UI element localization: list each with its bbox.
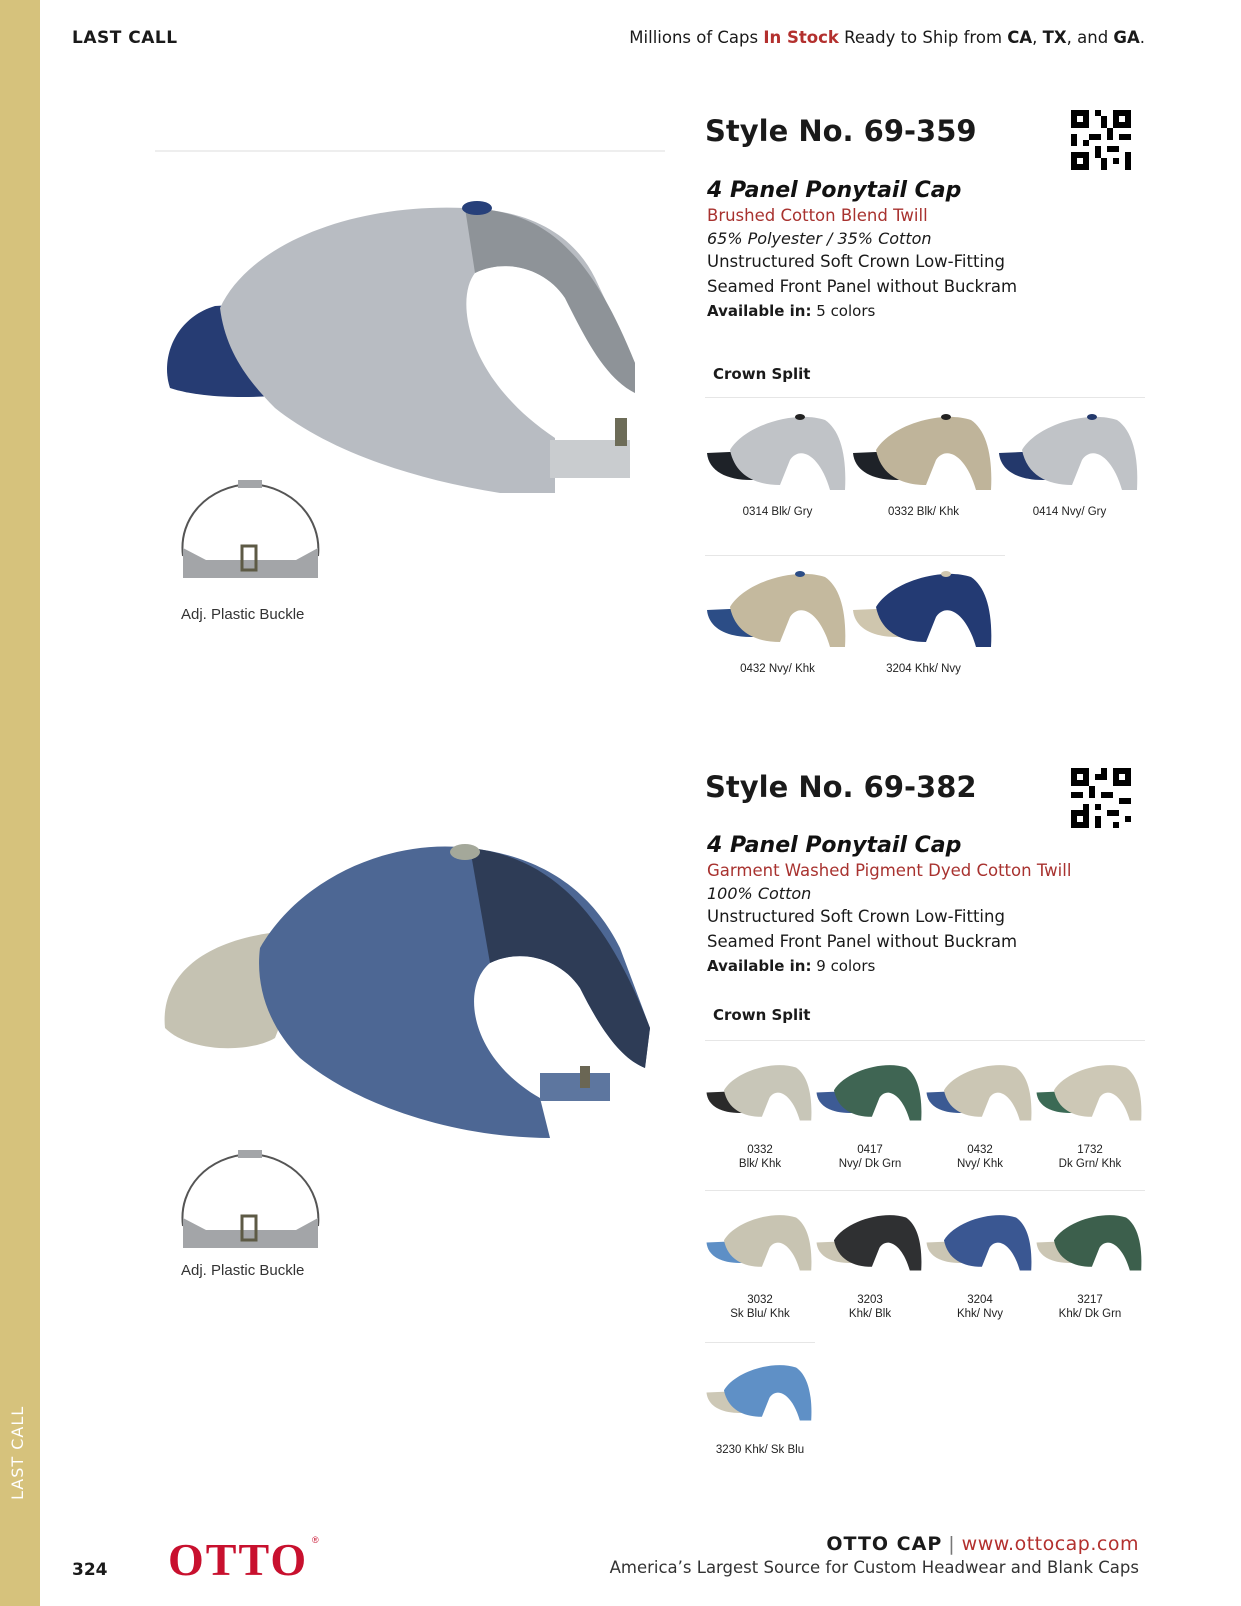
swatch-label: Blk/ Khk (738, 1158, 782, 1170)
color-swatch[interactable] (705, 562, 850, 676)
color-swatch[interactable] (925, 1195, 1035, 1321)
product-1-style-number: Style No. 69-359 (705, 114, 977, 148)
product-feature: Unstructured Soft Crown Low-Fitting (707, 907, 1005, 926)
divider (705, 1040, 1145, 1041)
side-label (8, 1474, 128, 1500)
brand-divider: | (948, 1533, 956, 1555)
product-1-buckle-label: Adj. Plastic Buckle (181, 606, 305, 623)
product-fabric: Garment Washed Pigment Dyed Cotton Twill (707, 861, 1072, 880)
color-swatch[interactable] (705, 1345, 815, 1457)
product-2-buckle-image (178, 1148, 323, 1258)
stock-tagline (629, 28, 1145, 47)
swatch-label: 3032 (747, 1294, 773, 1306)
product-feature: Seamed Front Panel without Buckram (707, 277, 1018, 296)
divider (705, 397, 1145, 398)
footer-brand-block (610, 1533, 1139, 1577)
tagline-text: Millions of Caps (629, 28, 764, 47)
swatch-label: 0417 (857, 1144, 883, 1156)
product-2-crown-label: Crown Split (713, 1006, 811, 1024)
footer-brand-line (610, 1533, 1139, 1555)
tagline-in-stock: In Stock (763, 28, 839, 47)
product-availability (707, 957, 1177, 975)
tagline-text: Ready to Ship from (838, 28, 1008, 47)
product-name: 4 Panel Ponytail Cap (707, 833, 962, 858)
swatch-label: 0332 (747, 1144, 773, 1156)
color-swatch[interactable] (925, 1045, 1035, 1171)
swatch-label: 0332 Blk/ Khk (888, 506, 959, 518)
color-swatch[interactable] (997, 405, 1142, 519)
product-feature: Unstructured Soft Crown Low-Fitting (707, 252, 1005, 271)
color-swatch[interactable] (851, 405, 996, 519)
color-swatch[interactable] (705, 1195, 815, 1321)
swatch-label: Sk Blu/ Khk (730, 1308, 790, 1320)
footer-tagline: America’s Largest Source for Custom Headwear and Blank Caps (609, 1558, 1139, 1577)
swatch-label: 0414 Nvy/ Gry (1032, 506, 1107, 518)
product-1-buckle-image (178, 478, 323, 588)
availability-label: Available in: (707, 957, 812, 975)
page-number: 324 (72, 1560, 108, 1580)
color-swatch[interactable] (705, 1045, 815, 1171)
divider (705, 555, 1005, 556)
swatch-label: Khk/ Nvy (956, 1308, 1003, 1320)
tagline-text: , and (1066, 28, 1114, 47)
swatch-label: 0432 (967, 1144, 993, 1156)
divider (705, 1342, 815, 1343)
product-1-hero-image (155, 148, 665, 513)
section-title: LAST CALL (72, 28, 178, 48)
color-swatch[interactable] (851, 562, 996, 676)
swatch-label: 3217 (1077, 1294, 1103, 1306)
swatch-label: 0432 Nvy/ Khk (740, 663, 815, 675)
loc-tx: TX (1042, 28, 1067, 47)
color-swatch[interactable] (815, 1195, 925, 1321)
swatch-label: Khk/ Blk (848, 1308, 892, 1320)
swatch-label: 3204 Khk/ Nvy (886, 663, 961, 675)
availability-value: 9 colors (811, 957, 876, 975)
product-2-qr-code[interactable] (1071, 768, 1131, 828)
swatch-label: Nvy/ Dk Grn (838, 1158, 902, 1170)
product-2-style-number: Style No. 69-382 (705, 770, 977, 804)
availability-label: Available in: (707, 302, 812, 320)
tagline-text: . (1139, 28, 1145, 47)
color-swatch[interactable] (1035, 1195, 1145, 1321)
color-swatch[interactable] (815, 1045, 925, 1171)
swatch-label: 3204 (967, 1294, 993, 1306)
swatch-label: Dk Grn/ Khk (1058, 1158, 1122, 1170)
product-2-specs (707, 833, 1177, 975)
registered-mark: ® (312, 1535, 319, 1545)
product-2-buckle-label: Adj. Plastic Buckle (181, 1262, 305, 1279)
product-1-qr-code[interactable] (1071, 110, 1131, 170)
tagline-text: , (1032, 28, 1043, 47)
divider (705, 1190, 1145, 1191)
product-content: 65% Polyester / 35% Cotton (707, 229, 932, 248)
availability-value: 5 colors (811, 302, 876, 320)
swatch-label: Nvy/ Khk (956, 1158, 1003, 1170)
product-1-crown-label: Crown Split (713, 365, 811, 383)
product-fabric: Brushed Cotton Blend Twill (707, 206, 928, 225)
loc-ca: CA (1007, 28, 1033, 47)
product-name: 4 Panel Ponytail Cap (707, 178, 962, 203)
otto-logo: OTTO (168, 1534, 309, 1585)
loc-ga: GA (1113, 28, 1140, 47)
brand-name: OTTO CAP (826, 1533, 943, 1555)
color-swatch[interactable] (1035, 1045, 1145, 1171)
swatch-label: 1732 (1077, 1144, 1103, 1156)
product-1-specs (707, 178, 1177, 320)
swatch-label: 3203 (857, 1294, 883, 1306)
product-2-hero-image (160, 838, 670, 1173)
swatch-label: 0314 Blk/ Gry (742, 506, 813, 518)
side-bar (0, 0, 40, 1606)
website-link[interactable]: www.ottocap.com (961, 1533, 1139, 1555)
swatch-label: 3230 Khk/ Sk Blu (715, 1444, 805, 1456)
product-content: 100% Cotton (707, 884, 812, 903)
product-feature: Seamed Front Panel without Buckram (707, 932, 1018, 951)
product-availability (707, 302, 1177, 320)
color-swatch[interactable] (705, 405, 850, 519)
swatch-label: Khk/ Dk Grn (1058, 1308, 1122, 1320)
